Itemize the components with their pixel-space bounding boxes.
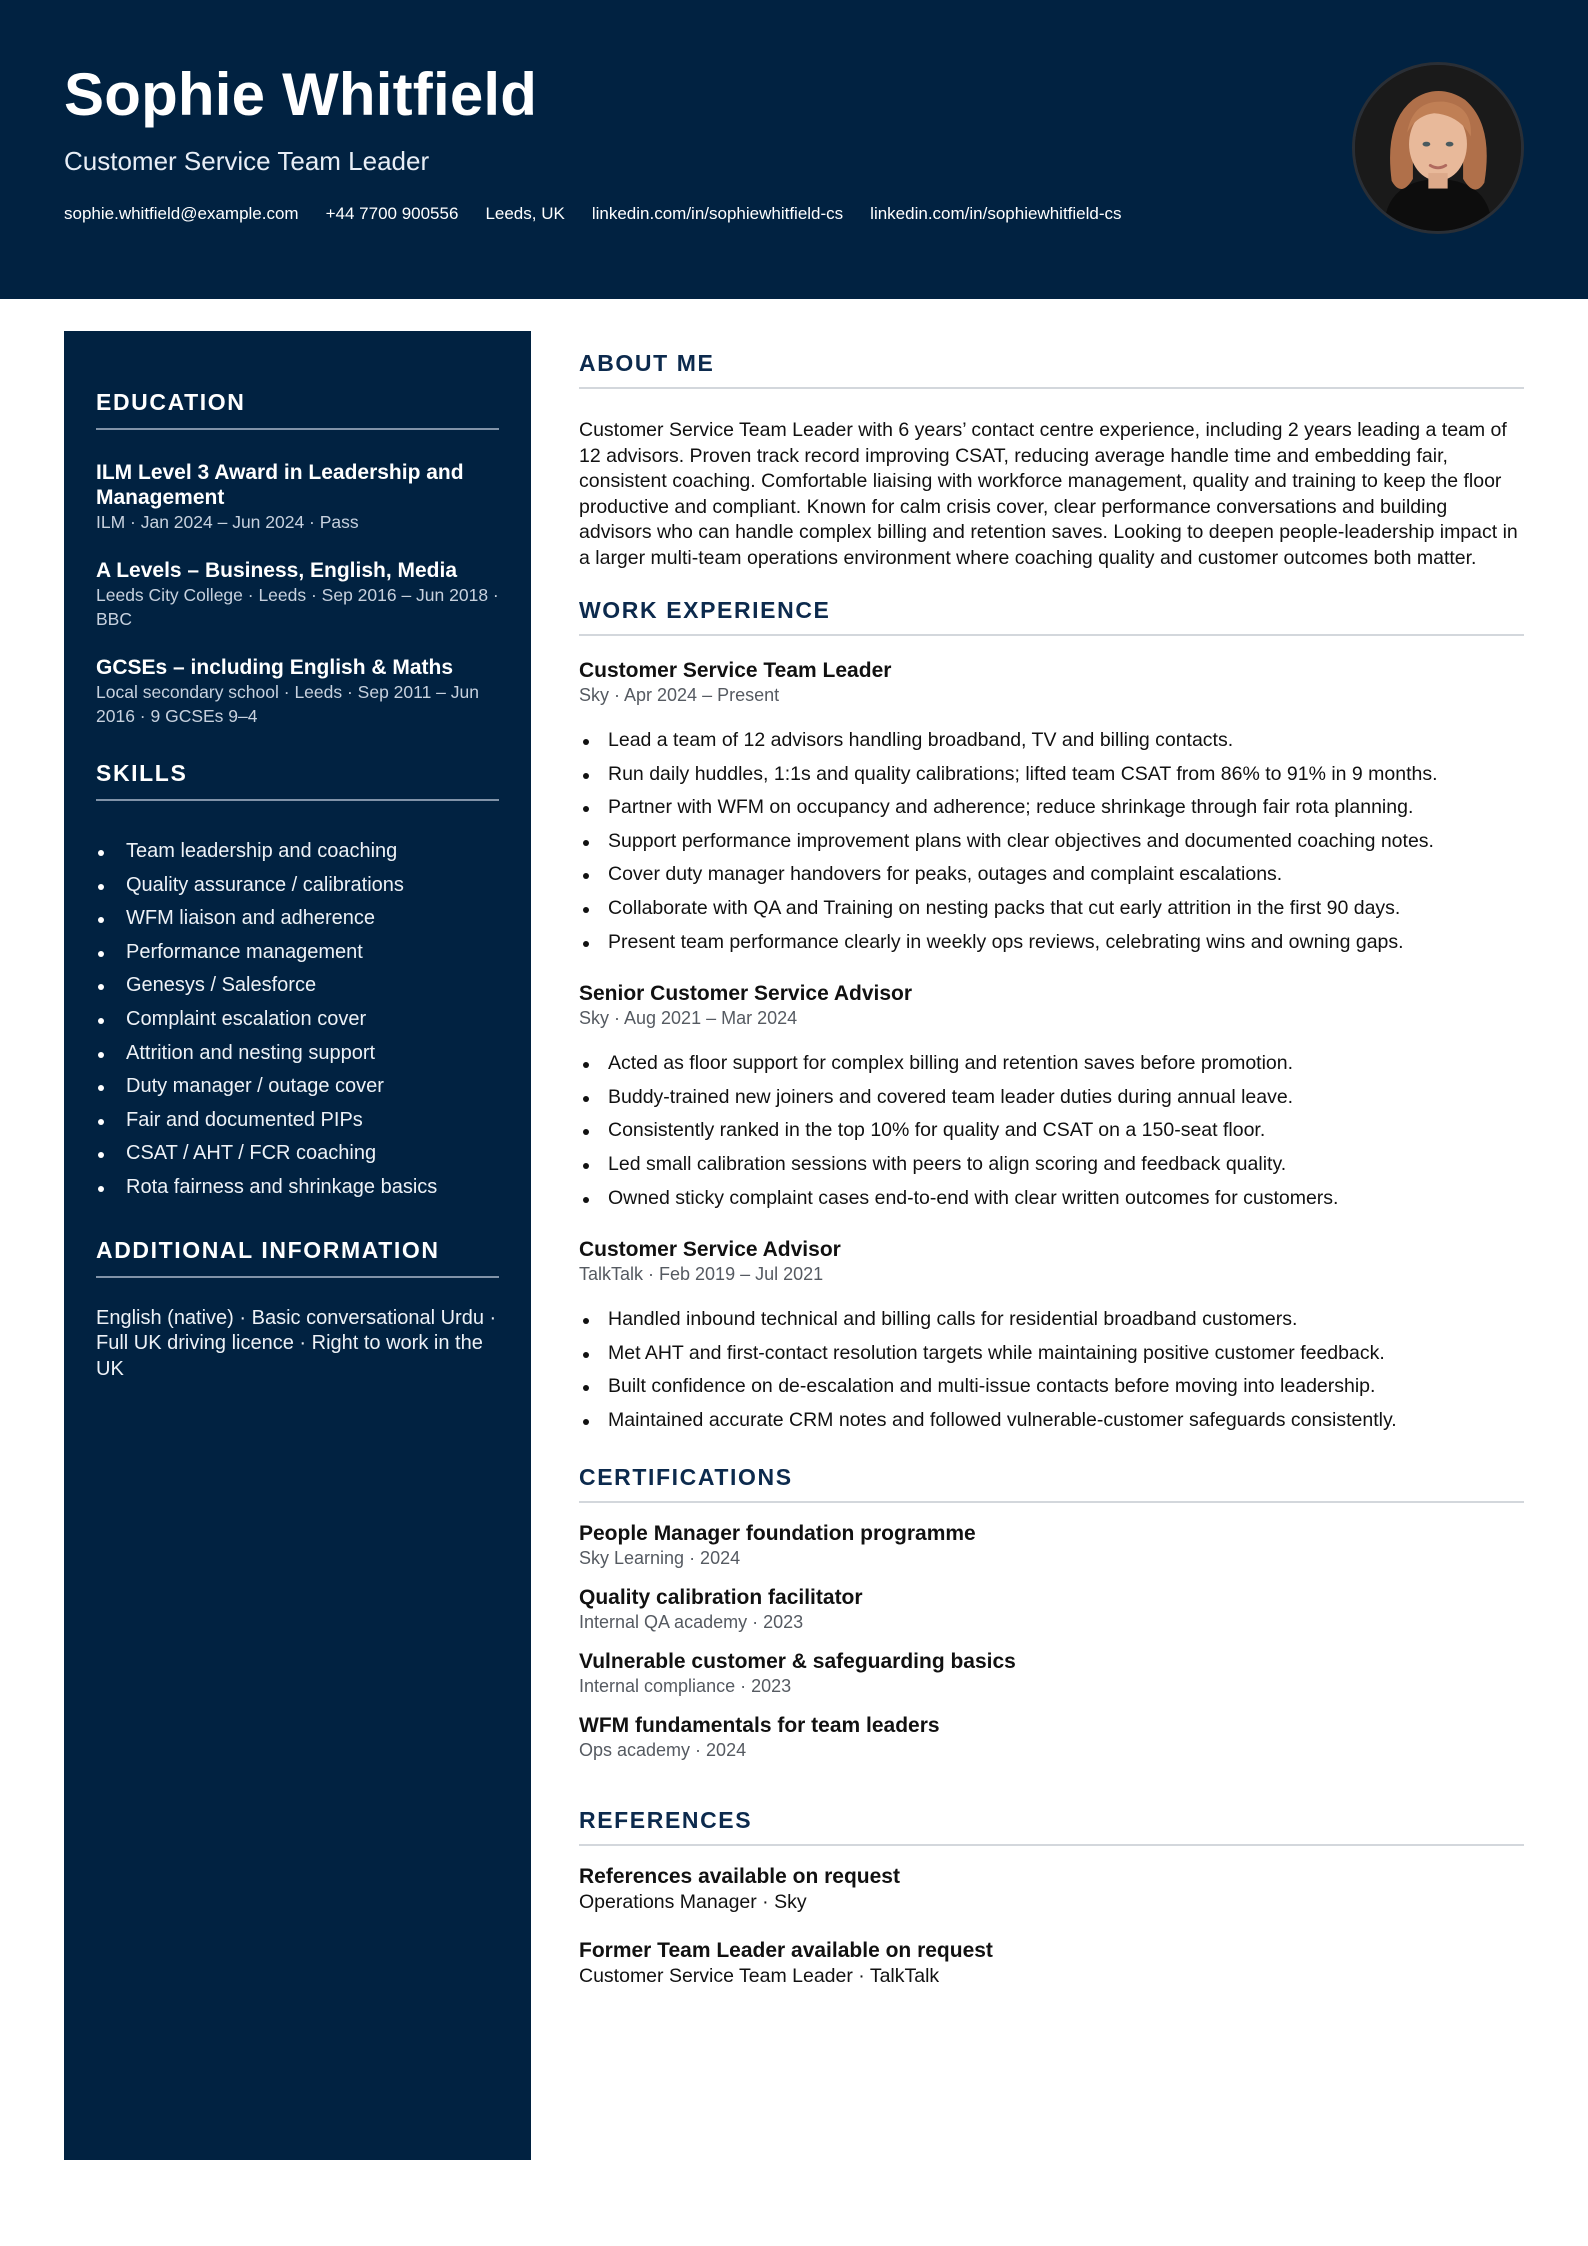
skill-item: Rota fairness and shrinkage basics (96, 1171, 499, 1205)
job-bullets (579, 724, 1524, 959)
about-heading: ABOUT ME (579, 350, 1524, 389)
certification-item (579, 1521, 1524, 1569)
job-bullet: Buddy-trained new joiners and covered team leader duties during annual leave. (579, 1081, 1524, 1115)
job-bullet: Partner with WFM on occupancy and adherence; reduce shrinkage through fair rota planning. (579, 791, 1524, 825)
reference-item (579, 1938, 1524, 1988)
job-meta: Sky · Aug 2021 – Mar 2024 (579, 1008, 798, 1029)
skill-item: Genesys / Salesforce (96, 969, 499, 1003)
skill-item: Team leadership and coaching (96, 835, 499, 869)
education-heading: EDUCATION (96, 389, 499, 430)
job-meta: TalkTalk · Feb 2019 – Jul 2021 (579, 1264, 824, 1285)
certification-meta: Internal QA academy · 2023 (579, 1611, 804, 1632)
job-bullets (579, 1303, 1524, 1437)
reference-role: Customer Service Team Leader · TalkTalk (579, 1964, 940, 1987)
job-bullet: Led small calibration sessions with peers to align scoring and feedback quality. (579, 1148, 1524, 1182)
job-entry (579, 981, 1524, 1215)
profile-photo-illustration (1355, 65, 1521, 231)
contact-phone[interactable]: +44 7700 900556 (325, 204, 459, 223)
education-item (96, 558, 499, 631)
skills-list (96, 835, 499, 1205)
skill-item: Duty manager / outage cover (96, 1070, 499, 1104)
education-meta: ILM · Jan 2024 – Jun 2024 · Pass (96, 512, 359, 532)
references-section (579, 1807, 1524, 1988)
job-entry (579, 1237, 1524, 1437)
resume-header (0, 0, 1588, 299)
education-item (96, 655, 499, 728)
job-bullet: Owned sticky complaint cases end-to-end with clear written outcomes for customers. (579, 1182, 1524, 1216)
education-title: A Levels – Business, English, Media (96, 559, 458, 582)
skill-item: Fair and documented PIPs (96, 1104, 499, 1138)
job-bullet: Cover duty manager handovers for peaks, outages and complaint escalations. (579, 858, 1524, 892)
education-item (96, 460, 499, 534)
education-meta: Leeds City College · Leeds · Sep 2016 – Jun 2018 · BBC (96, 585, 499, 629)
job-bullet: Run daily huddles, 1:1s and quality calibrations; lifted team CSAT from 86% to 91% in 9 months. (579, 758, 1524, 792)
certification-item (579, 1585, 1524, 1633)
skill-item: Performance management (96, 936, 499, 970)
contact-location: Leeds, UK (485, 204, 565, 223)
certification-meta: Sky Learning · 2024 (579, 1547, 741, 1568)
experience-heading: WORK EXPERIENCE (579, 597, 1524, 636)
job-bullet: Handled inbound technical and billing calls for residential broadband customers. (579, 1303, 1524, 1337)
job-bullet: Consistently ranked in the top 10% for quality and CSAT on a 150-seat floor. (579, 1114, 1524, 1148)
certification-item (579, 1649, 1524, 1697)
job-bullet: Present team performance clearly in weekly ops reviews, celebrating wins and owning gaps. (579, 926, 1524, 960)
education-list (96, 460, 499, 728)
additional-info-heading: ADDITIONAL INFORMATION (96, 1237, 499, 1278)
contact-linkedin[interactable]: linkedin.com/in/sophiewhitfield-cs (591, 204, 844, 223)
references-list (579, 1864, 1524, 1988)
certification-title: WFM fundamentals for team leaders (579, 1713, 940, 1737)
education-title: ILM Level 3 Award in Leadership and Management (96, 461, 464, 509)
main-content (579, 350, 1524, 2012)
job-title: Senior Customer Service Advisor (579, 982, 913, 1006)
reference-name: References available on request (579, 1864, 900, 1888)
contact-bar (64, 204, 1122, 224)
job-title: Customer Service Team Leader (579, 659, 892, 682)
experience-section (579, 597, 1524, 1438)
contact-email[interactable]: sophie.whitfield@example.com (64, 204, 299, 223)
references-heading: REFERENCES (579, 1807, 1524, 1846)
job-bullet: Met AHT and first-contact resolution targets while maintaining positive customer feedback. (579, 1337, 1524, 1371)
job-meta: Sky · Apr 2024 – Present (579, 685, 780, 705)
job-title: Customer Service Advisor (579, 1238, 841, 1262)
certification-title: Vulnerable customer & safeguarding basics (579, 1649, 1016, 1673)
skill-item: CSAT / AHT / FCR coaching (96, 1137, 499, 1171)
skill-item: Quality assurance / calibrations (96, 869, 499, 903)
job-bullet: Support performance improvement plans with clear objectives and documented coaching notes. (579, 825, 1524, 859)
certifications-heading: CERTIFICATIONS (579, 1464, 1524, 1503)
about-text: Customer Service Team Leader with 6 years’ contact centre experience, including 2 years leading a team of 12 advisors. Proven track record improving CSAT, reducing average handle time and embedding fair, consistent coaching. Comfortable liaising with workforce management, quality and training to keep the floor productive and compliant. Known for calm crisis cover, clear performance conversations and building advisors who can handle complex billing and retention saves. Looking to deepen people-leadership impact in a larger multi-team operations environment where coaching quality and customer outcomes both matter. (579, 419, 1518, 569)
job-bullet: Collaborate with QA and Training on nesting packs that cut early attrition in the first 90 days. (579, 892, 1524, 926)
job-entry (579, 658, 1524, 959)
candidate-name: Sophie Whitfield (64, 61, 538, 128)
sidebar (64, 331, 531, 2160)
job-bullets (579, 1047, 1524, 1215)
certification-title: Quality calibration facilitator (579, 1585, 863, 1609)
certification-meta: Ops academy · 2024 (579, 1739, 747, 1760)
job-bullet: Maintained accurate CRM notes and followed vulnerable-customer safeguards consistently. (579, 1404, 1524, 1438)
reference-role: Operations Manager · Sky (579, 1890, 807, 1913)
additional-info-text: English (native) · Basic conversational Urdu · Full UK driving licence · Right to work in the UK (96, 1306, 497, 1380)
job-bullet: Acted as floor support for complex billing and retention saves before promotion. (579, 1047, 1524, 1081)
certification-item (579, 1713, 1524, 1761)
profile-photo (1352, 62, 1524, 234)
skill-item: Complaint escalation cover (96, 1003, 499, 1037)
skill-item: Attrition and nesting support (96, 1037, 499, 1071)
certifications-list (579, 1521, 1524, 1761)
certification-title: People Manager foundation programme (579, 1521, 976, 1545)
certifications-section (579, 1464, 1524, 1761)
reference-item (579, 1864, 1524, 1914)
contact-linkedin-secondary[interactable]: linkedin.com/in/sophiewhitfield-cs (870, 204, 1122, 223)
reference-name: Former Team Leader available on request (579, 1938, 993, 1962)
skill-item: WFM liaison and adherence (96, 902, 499, 936)
education-title: GCSEs – including English & Maths (96, 656, 454, 679)
skills-heading: SKILLS (96, 760, 499, 801)
job-bullet: Lead a team of 12 advisors handling broadband, TV and billing contacts. (579, 724, 1524, 758)
certification-meta: Internal compliance · 2023 (579, 1675, 792, 1696)
job-bullet: Built confidence on de-escalation and multi-issue contacts before moving into leadership. (579, 1370, 1524, 1404)
candidate-role: Customer Service Team Leader (64, 146, 430, 176)
education-meta: Local secondary school · Leeds · Sep 2011 – Jun 2016 · 9 GCSEs 9–4 (96, 682, 479, 726)
